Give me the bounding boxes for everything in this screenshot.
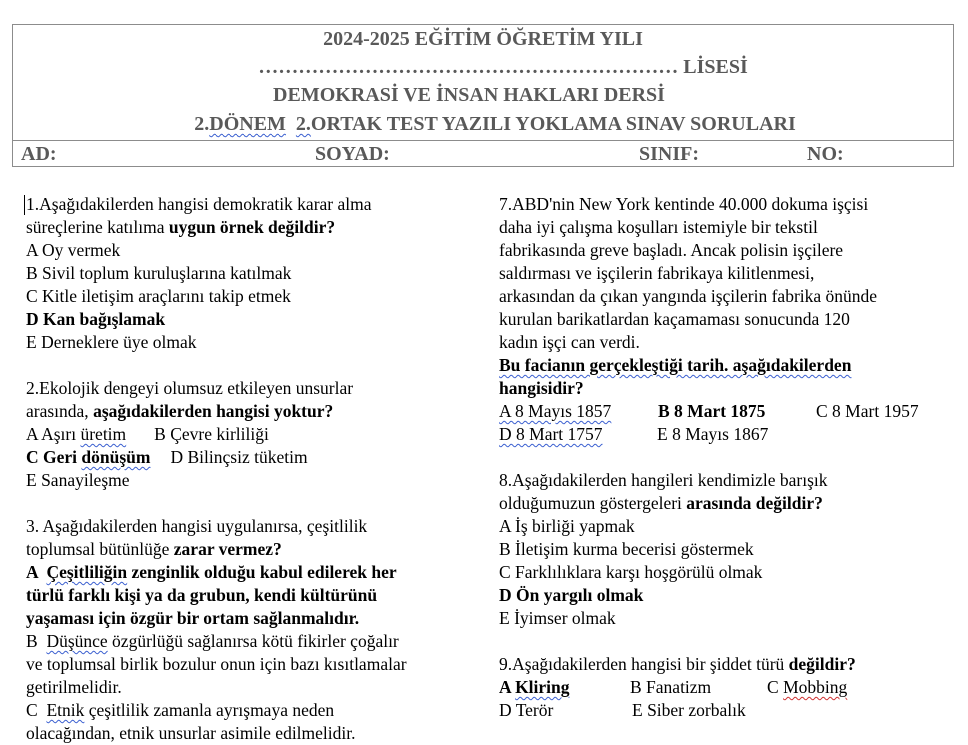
question-7-option-e: E 8 Mayıs 1867 <box>657 424 769 444</box>
question-7-option-b: B 8 Mart 1875 <box>658 401 766 421</box>
question-3-option-c-cont: olacağından, etnik unsurlar asimile edilmelidir. <box>26 723 356 743</box>
question-2-option-e: E Sanayileşme <box>26 470 130 490</box>
question-2-text-cont: arasında, aşağıdakilerden hangisi yoktur? <box>26 401 334 421</box>
exam-title: 2.DÖNEM 2.ORTAK TEST YAZILI YOKLAMA SINAV SORULARI <box>194 113 796 135</box>
question-8-text-cont: olduğumuzun göstergeleri arasında değildir? <box>499 493 823 513</box>
question-3-option-c: C Etnik çeşitlilik zamanla ayrışmaya neden <box>26 700 335 720</box>
question-2-text: 2.Ekolojik dengeyi olumsuz etkileyen unsurlar <box>26 378 354 398</box>
class-field-label: SINIF: <box>639 143 700 165</box>
question-2-options-cd <box>26 446 407 469</box>
question-8-option-e: E İyimser olmak <box>499 608 616 628</box>
surname-field-label: SOYAD: <box>315 143 390 165</box>
exam-header <box>12 24 954 167</box>
question-3-option-a-cont: türlü farklı kişi ya da grubun, kendi kültürünü <box>26 585 378 605</box>
question-8-option-a: A İş birliği yapmak <box>499 516 635 536</box>
course-title: DEMOKRASİ VE İNSAN HAKLARI DERSİ <box>273 84 665 106</box>
question-7-options-de <box>499 423 877 446</box>
question-7-prompt: Bu facianın gerçekleştiği tarih. aşağıdakilerden <box>499 355 852 375</box>
question-9-option-c: C Mobbing <box>767 677 848 697</box>
academic-year-title: 2024-2025 EĞİTİM ÖĞRETİM YILI <box>323 28 643 50</box>
question-1-option-e: E Derneklere üye olmak <box>26 332 197 352</box>
number-field-label: NO: <box>807 143 844 165</box>
question-9-text: 9.Aşağıdakilerden hangisi bir şiddet türü değildir? <box>499 654 856 674</box>
question-1-option-a: A Oy vermek <box>26 240 121 260</box>
right-column: 7.ABD'nin New York kentinde 40.000 dokuma işçisi daha iyi çalışma koşulları istemiyle bir tekstil fabrikasında greve başladı. Ancak polisin işçilere saldırması ve işçilerin fabrikaya kilitlenmesi, arkasından da çıkan yangında işçilerin fabrika önünde kurulan barikatlardan kaçamaması sonucunda 120 kadın işçi can verdi. Bu facianın gerçekleştiği tarih. aşağıdakilerden hangisidir? A 8 Mayıs 1857 B 8 Mart 1875 C 8 Mart 1957 D 8 Mart 1757 E 8 Mayıs 1867 8.Aşağıdakilerden hangileri kendimizle barışık olduğumuzun göstergeleri arasında değildir? A İş birliği yapmak B İletişim kurma becerisi göstermek C Farklılıklara karşı hoşgörülü olmak D Ön yargılı olmak E İyimser olmak 9.Aşağıdakilerden hangisi bir şiddet türü değildir? A Kliring B Fanatizm C Mobbing D Terör E Siber zorbalık <box>499 194 919 720</box>
header-divider <box>13 140 953 141</box>
question-2-option-b: B Çevre kirliliği <box>154 424 269 444</box>
question-3-text: 3. Aşağıdakilerden hangisi uygulanırsa, çeşitlilik <box>26 516 368 536</box>
question-7-option-c: C 8 Mart 1957 <box>816 401 919 421</box>
question-2-option-a: A Aşırı üretim <box>26 424 127 444</box>
name-field-label: AD: <box>21 143 57 165</box>
question-9-option-e: E Siber zorbalık <box>632 700 746 720</box>
question-1-option-b: B Sivil toplum kuruluşlarına katılmak <box>26 263 292 283</box>
question-1-text: 1.Aşağıdakilerden hangisi demokratik karar alma <box>26 194 372 214</box>
question-1-text-cont: süreçlerine katılıma uygun örnek değildir? <box>26 217 336 237</box>
question-9-options-abc <box>499 676 877 699</box>
question-7-text: 7.ABD'nin New York kentinde 40.000 dokuma işçisi <box>499 194 869 214</box>
left-column <box>26 193 407 745</box>
question-9-option-d: D Terör <box>499 700 554 720</box>
question-2-options-ab <box>26 423 407 446</box>
question-9-option-a: A Kliring <box>499 677 570 697</box>
question-9-options-de <box>499 699 877 722</box>
school-name-line: ……………………………………………………… LİSESİ <box>258 56 748 78</box>
question-1-option-c: C Kitle iletişim araçlarını takip etmek <box>26 286 291 306</box>
question-3-option-a: A Çeşitliliğin zenginlik olduğu kabul edilerek her <box>26 562 397 582</box>
question-3-option-b: B Düşünce özgürlüğü sağlanırsa kötü fikirler çoğalır <box>26 631 399 651</box>
question-7-options-abc <box>499 400 919 423</box>
question-7-option-d: D 8 Mart 1757 <box>499 424 603 444</box>
question-7-prompt-cont: hangisidir? <box>499 378 584 398</box>
question-3-text-cont: toplumsal bütünlüğe zarar vermez? <box>26 539 282 559</box>
question-8-option-d: D Ön yargılı olmak <box>499 585 644 605</box>
question-1-option-d: D Kan bağışlamak <box>26 309 166 329</box>
question-3-option-b-cont2: getirilmelidir. <box>26 677 122 697</box>
question-8-text: 8.Aşağıdakilerden hangileri kendimizle barışık <box>499 470 828 490</box>
question-3-option-b-cont: ve toplumsal birlik bozulur onun için bazı kısıtlamalar <box>26 654 407 674</box>
text-cursor <box>24 195 25 215</box>
question-9-option-b: B Fanatizm <box>630 677 712 697</box>
question-2-option-d: D Bilinçsiz tüketim <box>170 447 308 467</box>
question-8-option-c: C Farklılıklara karşı hoşgörülü olmak <box>499 562 763 582</box>
question-8-option-b: B İletişim kurma becerisi göstermek <box>499 539 754 559</box>
question-2-option-c: C Geri dönüşüm <box>26 447 151 467</box>
question-7-option-a: A 8 Mayıs 1857 <box>499 401 612 421</box>
question-3-option-a-cont2: yaşaması için özgür bir ortam sağlanmalıdır. <box>26 608 360 628</box>
